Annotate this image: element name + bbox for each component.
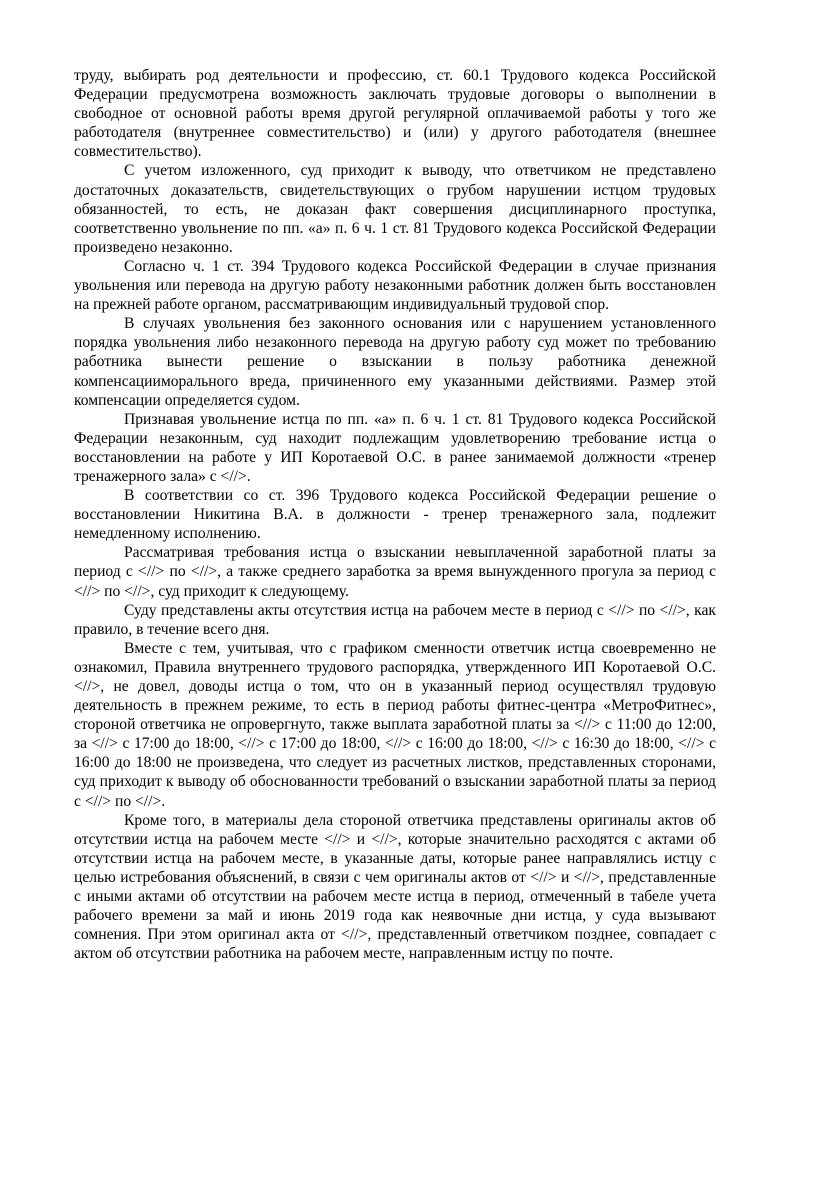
paragraph-1: труду, выбирать род деятельности и профессию, ст. 60.1 Трудового кодекса Российской Федерации предусмотрена возможность заключать трудовые договоры о выполнении в свободное от основной работы время другой регулярной оплачиваемой работы у того же работодателя (внутреннее совместительство) и (или) у другого работодателя (внешнее совместительство). — [74, 67, 716, 161]
paragraph-9: Вместе с тем, учитывая, что с графиком сменности ответчик истца своевременно не ознакомил, Правила внутреннего трудового распорядка, утвержденного ИП Коротаевой О.С. <//>, не довел, доводы истца о том, что он в указанный период осуществлял трудовую деятельность в прежнем режиме, то есть в период работы фитнес-центра «МетроФитнес», стороной ответчика не опровергнуто, также выплата заработной платы за <//> с 11:00 до 12:00, за <//> с 17:00 до 18:00, <//> с 17:00 до 18:00, <//> с 16:00 до 18:00, <//> с 16:30 до 18:00, <//> с 16:00 до 18:00 не произведена, что следует из расчетных листков, представленных сторонами, суд приходит к выводу об обоснованности требований о взыскании заработной платы за период с <//> по <//>. — [74, 639, 716, 810]
paragraph-8: Суду представлены акты отсутствия истца на рабочем месте в период с <//> по <//>, как правило, в течение всего дня. — [74, 601, 716, 638]
document-page — [74, 66, 716, 963]
paragraph-7: Рассматривая требования истца о взыскании невыплаченной заработной платы за период с <//> по <//>, а также среднего заработка за время вынужденного прогула за период с <//> по <//>, суд приходит к следующему. — [74, 544, 716, 600]
paragraph-4: В случаях увольнения без законного основания или с нарушением установленного порядка увольнения либо незаконного перевода на другую работу суд может по требованию работника вынести решение о взыскании в пользу работника денежной компенсацииморального вреда, причиненного ему указанными действиями. Размер этой компенсации определяется судом. — [74, 315, 716, 409]
paragraph-6: В соответствии со ст. 396 Трудового кодекса Российской Федерации решение о восстановлении Никитина В.А. в должности - тренер тренажерного зала, подлежит немедленному исполнению. — [74, 487, 716, 543]
paragraph-5: Признавая увольнение истца по пп. «а» п. 6 ч. 1 ст. 81 Трудового кодекса Российской Федерации незаконным, суд находит подлежащим удовлетворению требование истца о восстановлении на работе у ИП Коротаевой О.С. в ранее занимаемой должности «тренер тренажерного зала» с <//>. — [74, 410, 716, 485]
paragraph-10: Кроме того, в материалы дела стороной ответчика представлены оригиналы актов об отсутствии истца на рабочем месте <//> и <//>, которые значительно расходятся с актами об отсутствии истца на рабочем месте, в указанные даты, которые ранее направлялись истцу с целью истребования объяснений, в связи с чем оригиналы актов от <//> и <//>, представленные с иными актами об отсутствии на рабочем месте истца в период, отмеченный в табеле учета рабочего времени за май и июнь 2019 года как неявочные дни истца, у суда вызывают сомнения. При этом оригинал акта от <//>, представленный ответчиком позднее, совпадает с актом об отсутствии работника на рабочем месте, направленным истцу по почте. — [74, 811, 716, 963]
paragraph-3: Согласно ч. 1 ст. 394 Трудового кодекса Российской Федерации в случае признания увольнения или перевода на другую работу незаконными работник должен быть восстановлен на прежней работе органом, рассматривающим индивидуальный трудовой спор. — [74, 257, 716, 314]
paragraph-2: С учетом изложенного, суд приходит к выводу, что ответчиком не представлено достаточных доказательств, свидетельствующих о грубом нарушении истцом трудовых обязанностей, то есть, не доказан факт совершения дисциплинарного проступка, соответственно увольнение по пп. «а» п. 6 ч. 1 ст. 81 Трудового кодекса Российской Федерации произведено незаконно. — [74, 162, 716, 256]
